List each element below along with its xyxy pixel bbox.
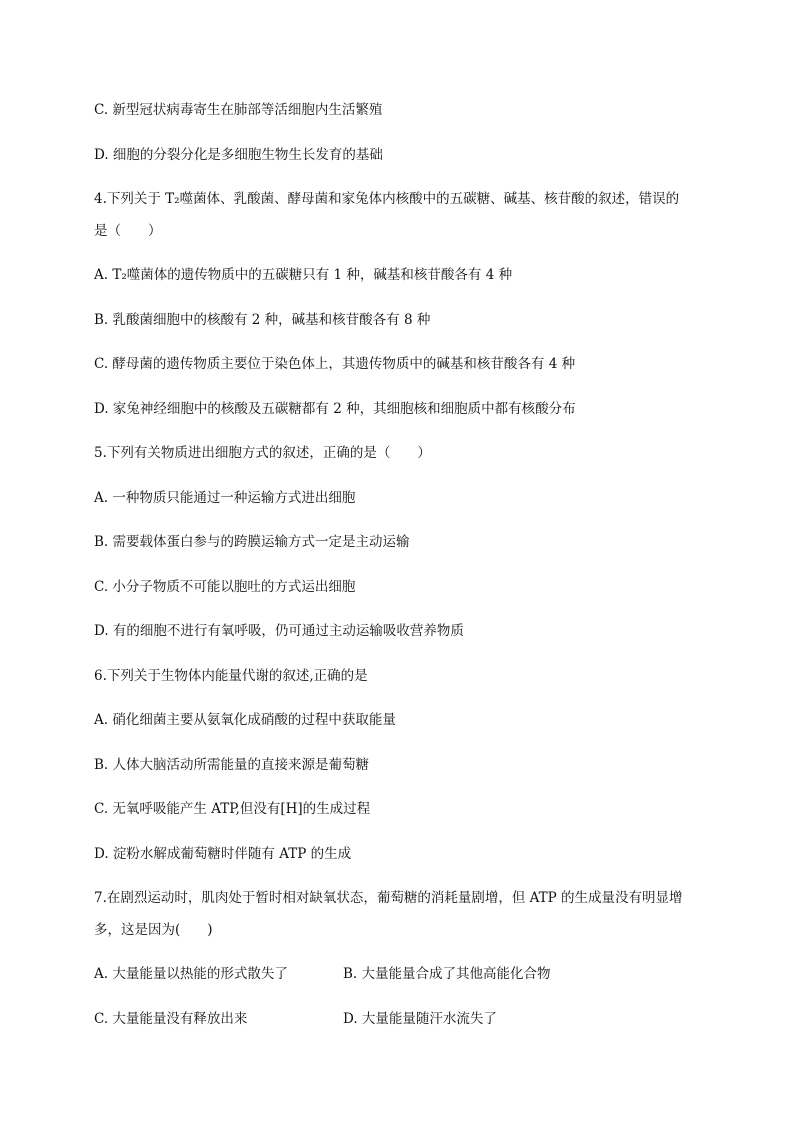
q7-stem-line-2: 多，这是因为( ) [94,922,213,938]
q4-stem-line-2: 是（ ） [94,223,162,239]
q5-option-a: A. 一种物质只能通过一种运输方式进出细胞 [94,490,356,506]
q7-option-d: D. 大量能量随汗水流失了 [343,1011,497,1027]
q6-option-c: C. 无氧呼吸能产生 ATP,但没有[H]的生成过程 [94,801,371,817]
q7-stem-line-1: 7.在剧烈运动时，肌肉处于暂时相对缺氧状态，葡萄糖的消耗量剧增，但 ATP 的生成量没有明显增 [94,890,683,906]
q4-option-d: D. 家兔神经细胞中的核酸及五碳糖都有 2 种，其细胞核和细胞质中都有核酸分布 [94,401,576,417]
q4-option-b: B. 乳酸菌细胞中的核酸有 2 种，碱基和核苷酸各有 8 种 [94,312,431,328]
q6-option-b: B. 人体大脑活动所需能量的直接来源是葡萄糖 [94,757,370,773]
q5-option-b: B. 需要载体蛋白参与的跨膜运输方式一定是主动运输 [94,534,410,550]
q4-stem-line-1: 4.下列关于 T₂噬菌体、乳酸菌、酵母菌和家兔体内核酸中的五碳糖、碱基、核苷酸的叙述，错误的 [94,191,680,207]
q7-option-c: C. 大量能量没有释放出来 [94,1011,248,1027]
q6-option-a: A. 硝化细菌主要从氨氧化成硝酸的过程中获取能量 [94,712,396,728]
q3-option-d: D. 细胞的分裂分化是多细胞生物生长发育的基础 [94,147,383,163]
q5-stem: 5.下列有关物质进出细胞方式的叙述，正确的是（ ） [94,445,431,461]
q3-option-c: C. 新型冠状病毒寄生在肺部等活细胞内生活繁殖 [94,102,383,118]
q4-option-a: A. T₂噬菌体的遗传物质中的五碳糖只有 1 种，碱基和核苷酸各有 4 种 [94,267,513,283]
q6-option-d: D. 淀粉水解成葡萄糖时伴随有 ATP 的生成 [94,846,352,862]
q6-stem: 6.下列关于生物体内能量代谢的叙述,正确的是 [94,668,368,684]
q5-option-d: D. 有的细胞不进行有氧呼吸，仍可通过主动运输吸收营养物质 [94,623,464,639]
q5-option-c: C. 小分子物质不可能以胞吐的方式运出细胞 [94,579,356,595]
q7-option-a: A. 大量能量以热能的形式散失了 [94,966,288,982]
q7-option-b: B. 大量能量合成了其他高能化合物 [343,966,551,982]
q4-option-c: C. 酵母菌的遗传物质主要位于染色体上，其遗传物质中的碱基和核苷酸各有 4 种 [94,356,576,372]
